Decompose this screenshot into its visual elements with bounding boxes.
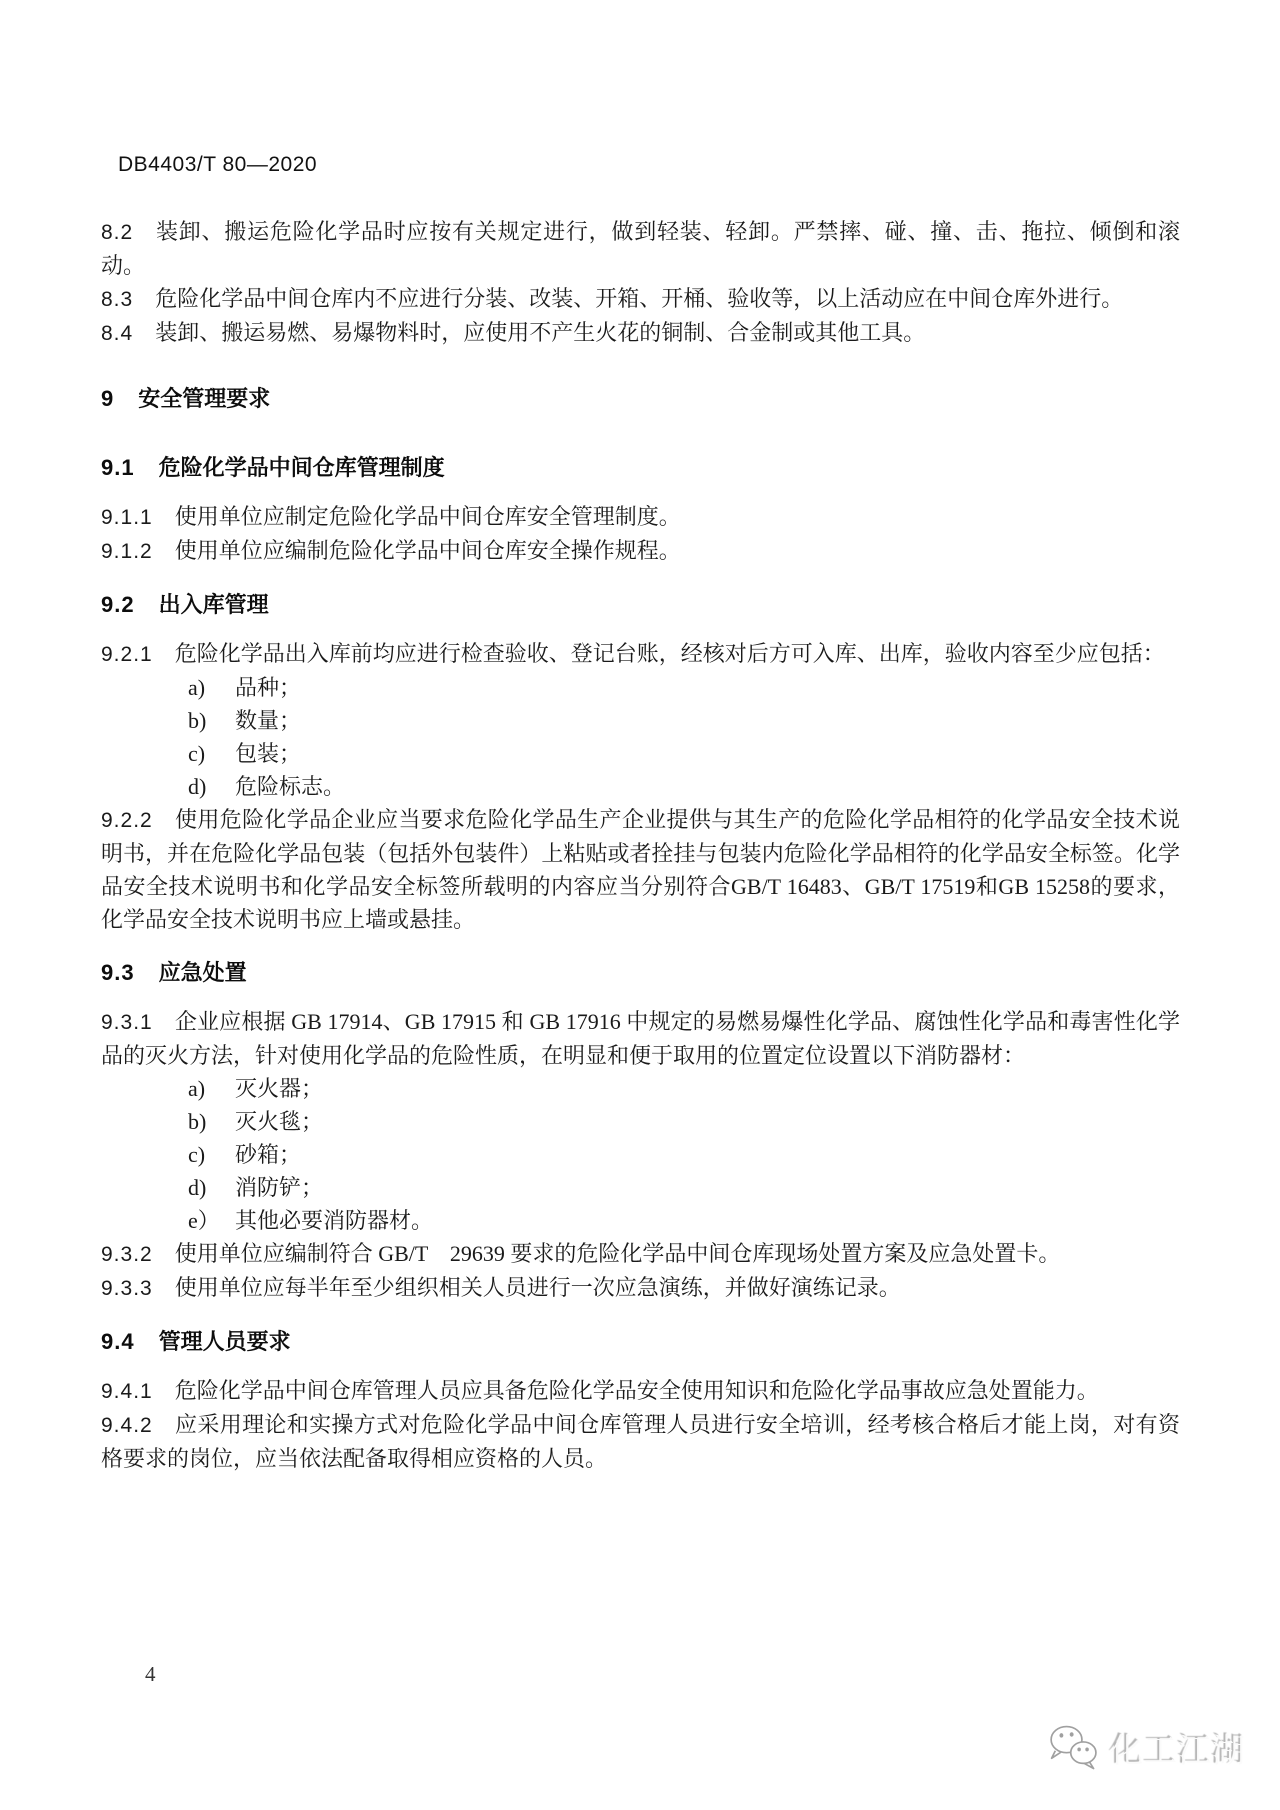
heading-number: 9.2 <box>101 592 135 617</box>
clause-9-1-2 <box>101 534 1180 568</box>
subheading-9-3 <box>101 956 1180 989</box>
clause-number: 9.4.2 <box>101 1414 153 1437</box>
heading-title: 危险化学品中间仓库管理制度 <box>158 455 445 480</box>
heading-title: 应急处置 <box>158 960 247 985</box>
heading-number: 9.1 <box>101 455 135 480</box>
clause-text: 装卸、搬运易燃、易爆物料时，应使用不产生火花的铜制、合金制或其他工具。 <box>155 320 926 345</box>
list-item-text: 砂箱； <box>235 1142 302 1167</box>
subheading-9-2 <box>101 588 1180 621</box>
list-item-label: d) <box>188 1175 207 1200</box>
acceptance-checklist <box>101 671 1180 803</box>
list-item-text: 包装； <box>235 741 302 766</box>
list-item-a <box>101 1072 1180 1105</box>
watermark-text: 化工江湖 <box>1110 1731 1246 1769</box>
list-item-e <box>101 1204 1180 1237</box>
clause-text: 使用单位应编制危险化学品中间仓库安全操作规程。 <box>174 538 681 563</box>
clause-text: 应采用理论和实操方式对危险化学品中间仓库管理人员进行安全培训，经考核合格后才能上岗，对有资格要求的岗位，应当依法配备取得相应资格的人员。 <box>101 1412 1180 1471</box>
watermark <box>1046 1722 1246 1774</box>
list-item-text: 灭火器； <box>235 1076 324 1101</box>
page-header <box>118 153 1180 177</box>
list-item-b <box>101 704 1180 737</box>
list-item-c <box>101 737 1180 770</box>
list-item-a <box>101 671 1180 704</box>
page-number: 4 <box>145 1662 156 1686</box>
list-item-label: c) <box>188 1142 206 1167</box>
clause-number: 9.3.3 <box>101 1277 153 1300</box>
clause-text: 装卸、搬运危险化学品时应按有关规定进行，做到轻装、轻卸。严禁摔、碰、撞、击、拖拉、倾倒和滚动。 <box>101 219 1180 278</box>
list-item-text: 消防铲； <box>235 1175 324 1200</box>
clause-text: 危险化学品出入库前均应进行检查验收、登记台账，经核对后方可入库、出库，验收内容至少应包括： <box>174 641 1165 666</box>
list-item-label: b) <box>188 1109 207 1134</box>
clause-9-3-1 <box>101 1005 1180 1072</box>
list-item-text: 灭火毯； <box>235 1109 324 1134</box>
list-item-b <box>101 1105 1180 1138</box>
clause-9-3-2 <box>101 1237 1180 1271</box>
clause-number: 9.1.2 <box>101 540 153 563</box>
clause-text: 危险化学品中间仓库内不应进行分装、改装、开箱、开桶、验收等，以上活动应在中间仓库外进行。 <box>155 286 1124 311</box>
list-item-label: b) <box>188 708 207 733</box>
heading-title: 安全管理要求 <box>138 386 271 411</box>
heading-number: 9 <box>101 386 115 411</box>
document-content <box>101 153 1180 1475</box>
clause-9-4-2 <box>101 1408 1180 1475</box>
clause-8-4 <box>101 316 1180 350</box>
clause-9-4-1 <box>101 1374 1180 1408</box>
section-heading-9 <box>101 382 1180 415</box>
clause-9-2-1 <box>101 637 1180 671</box>
list-item-d <box>101 1171 1180 1204</box>
clause-9-3-3 <box>101 1271 1180 1305</box>
list-item-label: c) <box>188 741 206 766</box>
clause-text: 使用单位应编制符合 GB/T 29639 要求的危险化学品中间仓库现场处置方案及应急处置卡。 <box>174 1241 1061 1266</box>
heading-number: 9.3 <box>101 960 135 985</box>
list-item-label: e） <box>188 1208 220 1233</box>
subheading-9-1 <box>101 451 1180 484</box>
subheading-9-4 <box>101 1325 1180 1358</box>
heading-title: 管理人员要求 <box>158 1329 291 1354</box>
clause-8-3 <box>101 282 1180 316</box>
clause-number: 9.2.2 <box>101 809 153 832</box>
clause-number: 9.3.1 <box>101 1011 153 1034</box>
clause-text: 使用单位应制定危险化学品中间仓库安全管理制度。 <box>174 504 681 529</box>
list-item-text: 品种； <box>235 675 302 700</box>
clause-9-1-1 <box>101 500 1180 534</box>
list-item-label: a) <box>188 675 206 700</box>
clause-9-2-2 <box>101 803 1180 936</box>
clause-number: 8.3 <box>101 288 134 311</box>
list-item-text: 危险标志。 <box>235 774 346 799</box>
list-item-c <box>101 1138 1180 1171</box>
clause-number: 8.2 <box>101 221 134 244</box>
standard-number: DB4403/T 80—2020 <box>118 153 318 176</box>
fire-equipment-list <box>101 1072 1180 1237</box>
clause-text: 危险化学品中间仓库管理人员应具备危险化学品安全使用知识和危险化学品事故应急处置能力。 <box>174 1378 1099 1403</box>
list-item-label: a) <box>188 1076 206 1101</box>
clause-number: 9.4.1 <box>101 1380 153 1403</box>
clause-number: 9.3.2 <box>101 1243 153 1266</box>
list-item-label: d) <box>188 774 207 799</box>
clause-number: 8.4 <box>101 322 134 345</box>
list-item-d <box>101 770 1180 803</box>
clause-8-2 <box>101 215 1180 282</box>
clause-text: 使用单位应每半年至少组织相关人员进行一次应急演练，并做好演练记录。 <box>174 1275 901 1300</box>
heading-number: 9.4 <box>101 1329 135 1354</box>
clause-number: 9.2.1 <box>101 643 153 666</box>
list-item-text: 数量； <box>235 708 302 733</box>
heading-title: 出入库管理 <box>158 592 269 617</box>
clause-text: 企业应根据 GB 17914、GB 17915 和 GB 17916 中规定的易燃易爆性化学品、腐蚀性化学品和毒害性化学品的灭火方法，针对使用化学品的危险性质，在明显和便于取用的位置定位设置以下消防器材： <box>101 1009 1180 1068</box>
wechat-icon <box>1046 1722 1102 1774</box>
clause-number: 9.1.1 <box>101 506 153 529</box>
list-item-text: 其他必要消防器材。 <box>235 1208 434 1233</box>
clause-text: 使用危险化学品企业应当要求危险化学品生产企业提供与其生产的危险化学品相符的化学品安全技术说明书，并在危险化学品包装（包括外包装件）上粘贴或者拴挂与包装内危险化学品相符的化学品安全标签。化学品安全技术说明书和化学品安全标签所载明的内容应当分别符合GB/T 16483、GB/T 17519和GB 15258的要求，化学品安全技术说明书应上墙或悬挂。 <box>101 807 1180 932</box>
